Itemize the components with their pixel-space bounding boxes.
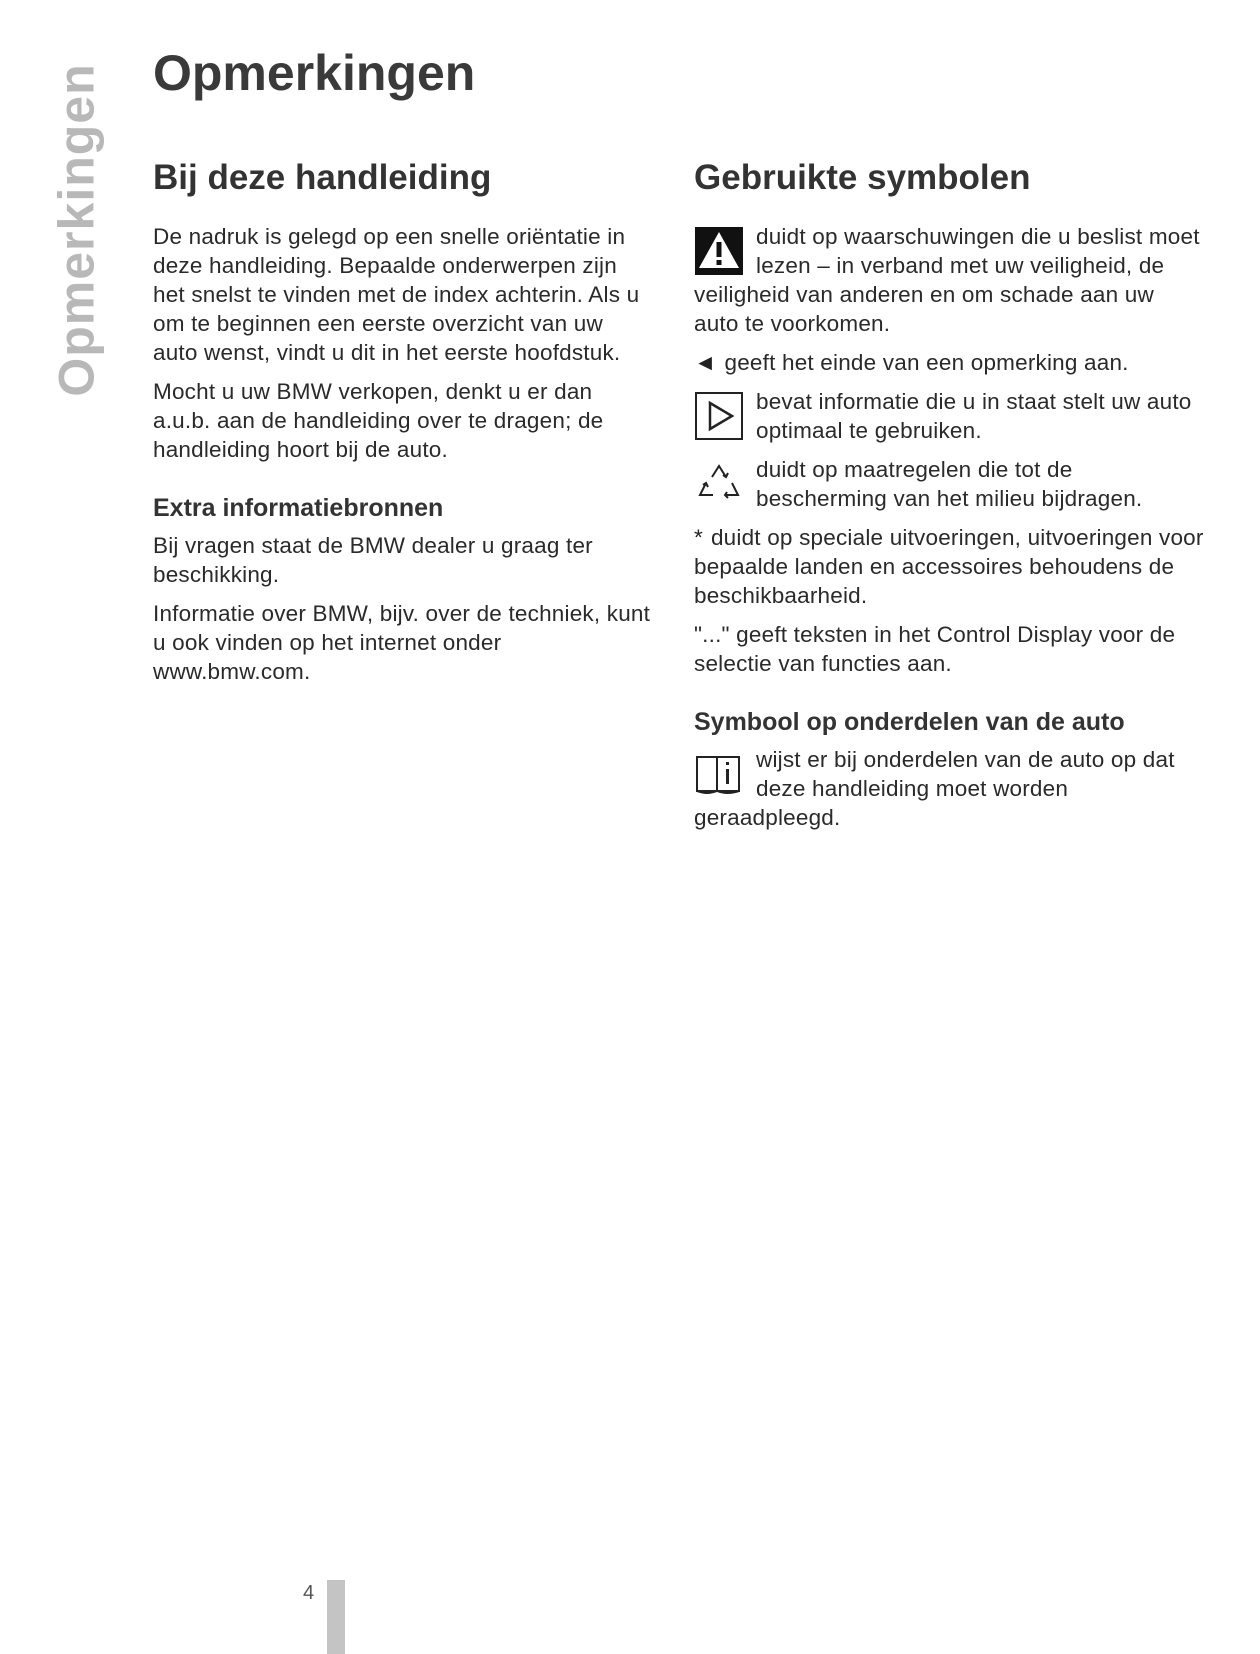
warning-text: duidt op waarschuwingen die u beslist moet lezen – in verband met uw veiligheid, de veiligheid van anderen en om schade aan uw auto te voorkomen. <box>694 224 1200 336</box>
symbol-manual-block <box>694 745 1204 832</box>
paragraph-dealer: Bij vragen staat de BMW dealer u graag ter beschikking. <box>153 533 593 587</box>
paragraph-sale: Mocht u uw BMW verkopen, denkt u er dan a.u.b. aan de handleiding over te dragen; de handleiding hoort bij de auto. <box>153 379 604 462</box>
end-text: geeft het einde van een opmerking aan. <box>724 350 1129 375</box>
symbol-star-block <box>694 523 1204 610</box>
section-heading-handleiding: Bij deze handleiding <box>153 158 492 197</box>
left-column <box>153 158 653 696</box>
warning-icon <box>694 226 744 276</box>
asterisk-icon: * <box>694 525 703 550</box>
quote-text: "..." geeft teksten in het Control Display voor de selectie van functies aan. <box>694 622 1176 676</box>
side-tab-label: Opmerkingen <box>49 63 106 397</box>
star-text: duidt op speciale uitvoeringen, uitvoeringen voor bepaalde landen en accessoires behoudens de beschikbaarheid. <box>694 525 1204 608</box>
subheading-vehicle-symbol: Symbool op onderdelen van de auto <box>694 708 1125 736</box>
manual-book-icon <box>694 749 744 799</box>
right-column <box>694 158 1204 842</box>
play-triangle-icon <box>694 391 744 441</box>
tip-text: bevat informatie die u in staat stelt uw auto optimaal te gebruiken. <box>756 389 1192 443</box>
page-title: Opmerkingen <box>153 45 476 101</box>
symbol-environment-block <box>694 455 1204 513</box>
paragraph-intro: De nadruk is gelegd op een snelle oriëntatie in deze handleiding. Bepaalde onderwerpen zijn het snelst te vinden met de index achterin. Als u om te beginnen een eerste overzicht van uw auto wenst, vindt u dit in het eerste hoofdstuk. <box>153 224 640 365</box>
symbol-warning-block <box>694 222 1204 338</box>
paragraph-internet: Informatie over BMW, bijv. over de techniek, kunt u ook vinden op het internet onder www.bmw.com. <box>153 601 651 684</box>
subheading-extra-info: Extra informatiebronnen <box>153 494 444 522</box>
recycle-icon <box>694 459 744 509</box>
symbol-tip-block <box>694 387 1204 445</box>
symbol-end-block <box>694 348 1204 377</box>
symbol-quote-block <box>694 620 1204 678</box>
page-number: 4 <box>303 1582 315 1604</box>
section-heading-symbolen: Gebruikte symbolen <box>694 158 1031 197</box>
side-tab <box>49 50 106 410</box>
environment-text: duidt op maatregelen die tot de bescherming van het milieu bijdragen. <box>756 457 1143 511</box>
page-marker-bar <box>327 1580 345 1654</box>
end-marker-icon: ◄ <box>694 350 717 375</box>
manual-text: wijst er bij onderdelen van de auto op dat deze handleiding moet worden geraadpleegd. <box>694 747 1175 830</box>
